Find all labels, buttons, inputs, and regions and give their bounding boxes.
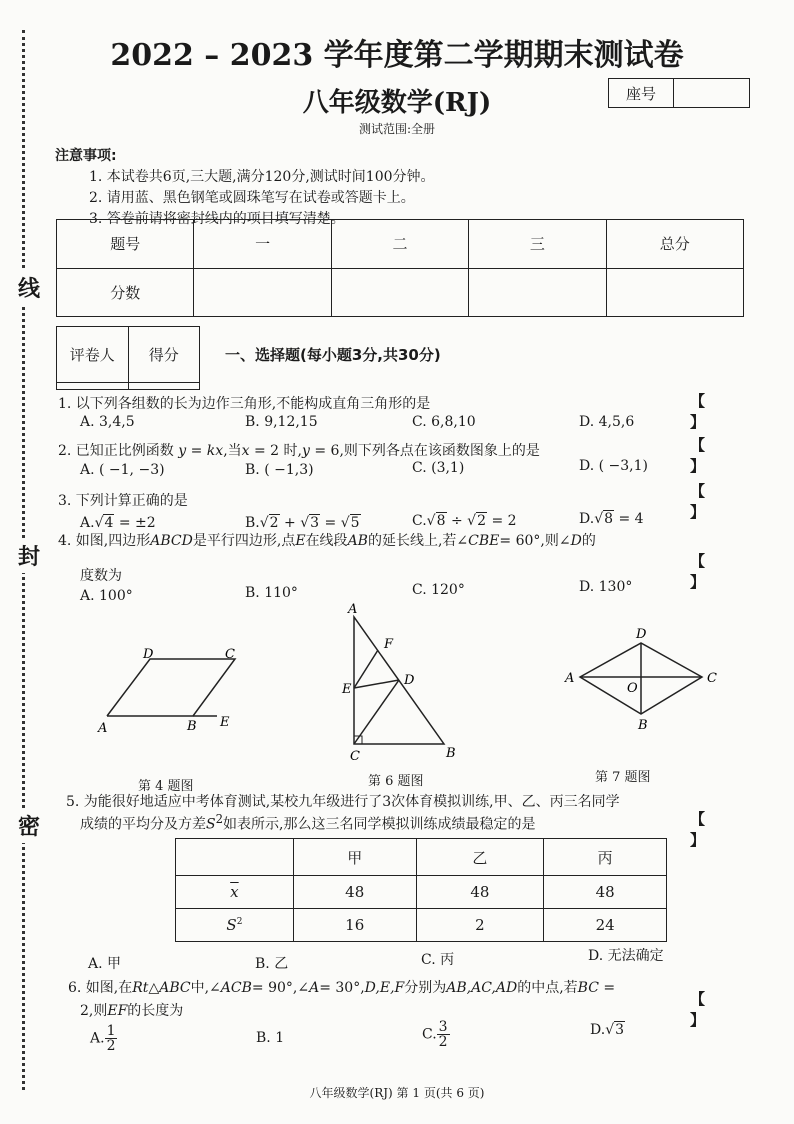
note-item: 1. 本试卷共6页,三大题,满分120分,测试时间100分钟。 — [89, 169, 435, 185]
fig6-caption: 第 6 题图 — [368, 774, 424, 789]
q1-option-a: A. 3,4,5 — [80, 414, 135, 430]
q4-stem-line2: 度数为 — [80, 568, 122, 584]
score-header: 一 — [194, 220, 331, 269]
fig4-label-d: D — [143, 647, 154, 662]
fig6-segment-cd — [354, 680, 399, 744]
notes — [55, 146, 435, 230]
fig4-parallelogram — [107, 659, 235, 716]
q3-answer-bracket[interactable]: 【 】 — [690, 482, 740, 521]
grader-label: 评卷人 — [57, 327, 129, 383]
fig6-label-a: A — [348, 602, 358, 617]
q5-stem-line2: 成绩的平均分及方差$S^2$如表所示,那么这三名同学模拟训练成绩最稳定的是 — [80, 812, 536, 833]
fig6-label-b: B — [446, 746, 456, 761]
q5-option-b: B. 乙 — [255, 956, 289, 972]
q6-option-a: A. $\frac{1}{2}$ — [90, 1023, 116, 1054]
score-cell[interactable] — [469, 268, 606, 317]
q2-stem: 2. 已知正比例函数 y = kx,当x = 2 时,y = 6,则下列各点在该函数图象上的是 — [58, 443, 540, 459]
fig6-label-f: F — [384, 637, 394, 652]
q4-option-b: B. 110° — [245, 585, 298, 601]
grader-score-label: 得分 — [128, 327, 200, 383]
figure-7 — [560, 625, 725, 735]
q4-answer-bracket[interactable]: 【 】 — [690, 552, 740, 591]
score-cell[interactable] — [606, 268, 743, 317]
q2-option-b: B. ( −1,3) — [245, 462, 314, 478]
stats-cell: 2 — [416, 909, 544, 942]
fig7-label-c: C — [707, 671, 717, 686]
score-header: 三 — [469, 220, 606, 269]
grader-table — [56, 326, 200, 390]
q1-option-b: B. 9,12,15 — [245, 414, 318, 430]
exam-range: 测试范围:全册 — [358, 122, 436, 136]
exam-title: 2022 – 2023 学年度第二学期期末测试卷 — [110, 38, 684, 73]
q4-option-c: C. 120° — [412, 582, 465, 598]
q5-stem-line1: 5. 为能很好地适应中考体育测试,某校九年级进行了3次体育模拟训练,甲、乙、丙三名同学 — [66, 794, 620, 810]
notes-head: 注意事项: — [55, 148, 117, 164]
section1-title: 一、选择题(每小题3分,共30分) — [225, 346, 441, 364]
q6-option-d: D.√3 — [590, 1022, 625, 1038]
fig4-label-a: A — [98, 721, 108, 736]
q6-stem-line2: 2,则EF的长度为 — [80, 1003, 184, 1019]
stats-table — [175, 838, 667, 942]
q3-option-a: A.√4 = ±2 — [80, 515, 156, 531]
fig7-label-a: A — [565, 671, 575, 686]
grader-score-cell[interactable] — [128, 383, 200, 390]
seal-char-line: 线 — [18, 270, 40, 305]
stats-row-variance-label: $S^2$ — [176, 909, 294, 942]
seat-number-field[interactable] — [674, 79, 749, 107]
score-cell[interactable] — [331, 268, 468, 317]
q2-answer-bracket[interactable]: 【 】 — [690, 436, 740, 475]
fig6-segment-ed — [354, 680, 399, 688]
fig6-label-c: C — [350, 749, 360, 764]
fig4-label-b: B — [187, 719, 197, 734]
fig7-caption: 第 7 题图 — [595, 770, 651, 785]
note-item: 2. 请用蓝、黑色钢笔或圆珠笔写在试卷或答题卡上。 — [89, 190, 415, 206]
q2-option-d: D. ( −3,1) — [579, 458, 648, 474]
q3-option-d: D.√8 = 4 — [579, 511, 644, 527]
stats-col-jia: 甲 — [293, 839, 416, 876]
seat-label: 座号 — [609, 79, 674, 107]
stats-cell: 24 — [544, 909, 667, 942]
stats-cell: 48 — [544, 876, 667, 909]
page-footer: 八年级数学(RJ) 第 1 页(共 6 页) — [309, 1086, 485, 1100]
q6-answer-bracket[interactable]: 【 】 — [690, 990, 740, 1029]
q2-option-a: A. ( −1, −3) — [80, 462, 165, 478]
seal-char-seal: 封 — [18, 538, 40, 573]
q1-stem: 1. 以下列各组数的长为边作三角形,不能构成直角三角形的是 — [58, 396, 431, 412]
q5-option-d: D. 无法确定 — [588, 948, 664, 964]
stats-col-yi: 乙 — [416, 839, 544, 876]
score-row-label: 分数 — [57, 268, 194, 317]
q5-option-a: A. 甲 — [88, 956, 122, 972]
q3-option-b: B.√2 + √3 = √5 — [245, 515, 360, 531]
score-cell[interactable] — [194, 268, 331, 317]
q1-option-c: C. 6,8,10 — [412, 414, 476, 430]
fig7-label-o: O — [627, 681, 638, 696]
q6-option-c: C. $\frac{3}{2}$ — [422, 1019, 448, 1050]
fig7-label-b: B — [638, 718, 648, 733]
stats-cell: 16 — [293, 909, 416, 942]
stats-cell: 48 — [293, 876, 416, 909]
q5-option-c: C. 丙 — [421, 952, 455, 968]
q6-option-b: B. 1 — [256, 1030, 285, 1046]
figure-4 — [95, 640, 245, 740]
q3-stem: 3. 下列计算正确的是 — [58, 493, 188, 509]
score-header: 题号 — [57, 220, 194, 269]
stats-row-mean-label: $\overline{x}$ — [176, 876, 294, 909]
q1-answer-bracket[interactable]: 【 】 — [690, 392, 740, 431]
grader-cell[interactable] — [57, 383, 129, 390]
q6-stem-line1: 6. 如图,在Rt△ABC中,∠ACB= 90°,∠A= 30°,D,E,F分别为AB,AC,AD的中点,若BC = — [68, 980, 616, 996]
fig7-label-d: D — [636, 627, 647, 642]
seat-number-box — [608, 78, 750, 108]
score-header: 二 — [331, 220, 468, 269]
q2-option-c: C. (3,1) — [412, 460, 465, 476]
score-header: 总分 — [606, 220, 743, 269]
q3-option-c: C.√8 ÷ √2 = 2 — [412, 513, 517, 529]
fig6-segment-ef — [354, 650, 378, 688]
stats-cell: 48 — [416, 876, 544, 909]
fig6-label-e: E — [342, 682, 352, 697]
fig4-label-e: E — [220, 715, 230, 730]
q5-answer-bracket[interactable]: 【 】 — [690, 810, 740, 849]
seal-char-secret: 密 — [18, 808, 40, 843]
stats-corner — [176, 839, 294, 876]
note-item: 3. 答卷前请将密封线内的项目填写清楚。 — [89, 211, 345, 227]
exam-subtitle: 八年级数学(RJ) — [302, 88, 492, 118]
q1-option-d: D. 4,5,6 — [579, 414, 635, 430]
q4-stem: 4. 如图,四边形ABCD是平行四边形,点E在线段AB的延长线上,若∠CBE= 60°,则∠D的 — [58, 533, 596, 549]
figure-6 — [340, 600, 460, 765]
fig4-label-c: C — [225, 647, 235, 662]
q4-option-a: A. 100° — [80, 588, 133, 604]
stats-col-bing: 丙 — [544, 839, 667, 876]
fig6-label-d: D — [404, 673, 415, 688]
q4-option-d: D. 130° — [579, 579, 633, 595]
fig4-caption: 第 4 题图 — [138, 779, 194, 794]
score-table — [56, 219, 744, 317]
